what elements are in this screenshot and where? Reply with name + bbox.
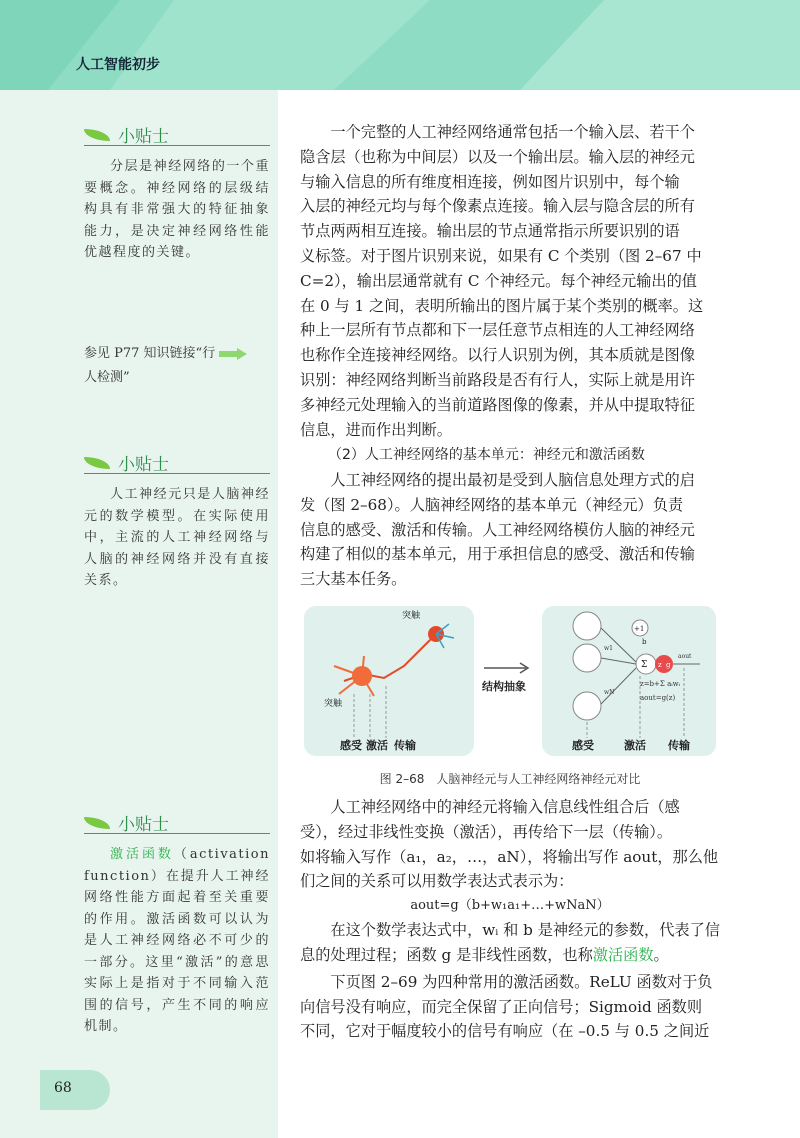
activation-function-term: 激活函数 (592, 945, 654, 964)
tip-keyword: 激活函数 (110, 847, 174, 862)
label-activate: 激活 (366, 739, 388, 752)
text-line: 信息的感受、激活和传输。人工神经网络模仿人脑的神经元 (300, 520, 695, 539)
text-line: 人工神经网络中的神经元将输入信息线性组合后（感 (330, 798, 680, 816)
page-number: 68 (54, 1080, 72, 1096)
g-label: g (666, 661, 671, 669)
tip-box-neuron (84, 452, 270, 592)
weight-1-label: w1 (604, 645, 613, 652)
xref-line1: 参见 P77 知识链接“行 (84, 346, 216, 361)
synapse-label-bottom: 突触 (324, 699, 343, 709)
tip-text: 人工神经元只是人脑神经元的数学模型。在实际使用中，主流的人工神经网络与人脑的神经网络并没有直接关系。 (84, 487, 270, 588)
tip-heading (84, 452, 270, 474)
text-line: 也称作全连接神经网络。以行人识别为例，其本质就是图像 (300, 346, 695, 365)
text-line: 三大基本任务。 (300, 570, 407, 589)
main-paragraph-1 (300, 120, 720, 442)
tip-box-layers (84, 124, 270, 264)
label-activate-artificial: 激活 (624, 739, 646, 752)
artificial-neuron-diagram (542, 606, 716, 756)
text-line: 一个完整的人工神经网络通常包括一个输入层、若干个 (330, 123, 695, 141)
bias-label: b (642, 638, 647, 646)
tip-text: 分层是神经网络的一个重要概念。神经网络的层级结构具有非常强大的特征抽象能力，是决定神经网络性能优越程度的关键。 (84, 159, 270, 260)
text-line: 入层的神经元均与每个像素点连接。输入层与隐含层的所有 (300, 197, 695, 216)
text-line: 们之间的关系可以用数学表达式表示为： (300, 872, 574, 891)
tip-box-activation (84, 812, 270, 1038)
bias-node-label: +1 (634, 625, 645, 633)
text-line: 向信号没有响应，而完全保留了正向信号；Sigmoid 函数则 (300, 997, 703, 1016)
text-line: 信息，进而作出判断。 (300, 420, 452, 439)
text-line: 构建了相似的基本单元，用于承担信息的感受、激活和传输 (300, 545, 695, 564)
page-number-badge (40, 1070, 110, 1110)
label-sense: 感受 (340, 739, 362, 752)
text-line: 识别：神经网络判断当前路段是否有行人，实际上就是用许 (300, 370, 695, 389)
text-line: 义标签。对于图片识别来说，如果有 C 个类别（图 2–67 中 (300, 246, 702, 265)
text-line: 发（图 2–68）。人脑神经网络的基本单元（神经元）负责 (300, 495, 684, 514)
weight-n-label: wN (604, 689, 615, 696)
text-line: 种上一层所有节点都和下一层任意节点相连的人工神经网络 (300, 321, 695, 340)
label-transmit-artificial: 传输 (668, 739, 690, 752)
text-line: 节点两两相互连接。输出层的节点通常指示所要识别的语 (300, 222, 680, 241)
biological-neuron-illustration (304, 606, 474, 756)
text-line: 人工神经网络的提出最初是受到人脑信息处理方式的启 (330, 471, 695, 489)
tip-title: 小贴士 (118, 455, 169, 475)
text-line: 如将输入写作（a₁，a₂，…，aN），将输出写作 aout，那么他 (300, 847, 719, 866)
cross-reference (84, 342, 270, 390)
text-line: 多神经元处理输入的当前道路图像的像素，并从中提取特征 (300, 395, 695, 414)
abstraction-arrow (480, 658, 536, 698)
tip-heading (84, 812, 270, 834)
text-span: 在这个数学表达式中，wᵢ 和 b 是神经元的参数，代表了信息的处理过程；函数 g 是非线性函数，也称 (300, 921, 720, 964)
formula-aout: aout=g(z) (640, 694, 676, 702)
main-paragraph-2 (300, 468, 720, 592)
leaf-icon (84, 817, 110, 829)
header-title: 人工智能初步 (76, 57, 160, 73)
artificial-neuron-panel (542, 606, 716, 756)
tip-title: 小贴士 (118, 127, 169, 147)
biological-neuron-panel (304, 606, 474, 756)
leaf-icon (84, 129, 110, 141)
text-line: 在 0 与 1 之间，表明所输出的图片属于某个类别的概率。这 (300, 296, 704, 315)
z-label: z (658, 661, 662, 669)
section-heading (300, 443, 720, 468)
tip-title: 小贴士 (118, 815, 169, 835)
text-line: 不同，它对于幅度较小的信号有响应（在 –0.5 与 0.5 之间近 (300, 1022, 710, 1041)
main-paragraph-3 (300, 795, 720, 1044)
arrow-label: 结构抽象 (482, 680, 526, 693)
text-line: 下页图 2–69 为四种常用的激活函数。ReLU 函数对于负 (330, 972, 713, 991)
activation-formula: aout=g（b+w₁a₁+…+wNaN） (410, 898, 610, 914)
sum-symbol: Σ (641, 660, 648, 670)
synapse-label-top: 突触 (402, 611, 421, 621)
tip-text (84, 844, 270, 1038)
text-line: 隐含层（也称为中间层）以及一个输出层。输入层的神经元 (300, 147, 695, 166)
tip-body: （activation function）在提升人工神经网络性能方面起着至关重要的作用。激活函数可以认为是人工神经网络必不可少的一部分。这里“激活”的意思实际上是指对于不同输入范围的信号，产生不同的响应机制。 (84, 847, 270, 1034)
text-line: 与输入信息的所有维度相连接，例如图片识别中，每个输 (300, 172, 680, 191)
label-transmit: 传输 (394, 739, 416, 752)
text-line: 受），经过非线性变换（激活），再传给下一层（传输）。 (300, 822, 673, 841)
label-sense-artificial: 感受 (572, 739, 594, 752)
page-header (0, 0, 800, 90)
aout-label: aout (678, 653, 692, 660)
leaf-icon (84, 457, 110, 469)
xref-line2: 人检测” (84, 370, 130, 385)
arrow-right-icon (219, 348, 249, 360)
tip-heading (84, 124, 270, 146)
heading-text: （2）人工神经网络的基本单元：神经元和激活函数 (328, 447, 645, 463)
neuron-comparison-figure (304, 606, 716, 756)
figure-caption: 图 2–68 人脑神经元与人工神经网络神经元对比 (379, 772, 641, 786)
formula-z: z=b+Σ aᵢwᵢ (640, 680, 681, 688)
text-line: C=2），输出层通常就有 C 个神经元。每个神经元输出的值 (300, 271, 697, 290)
text-span: 。 (653, 945, 669, 964)
